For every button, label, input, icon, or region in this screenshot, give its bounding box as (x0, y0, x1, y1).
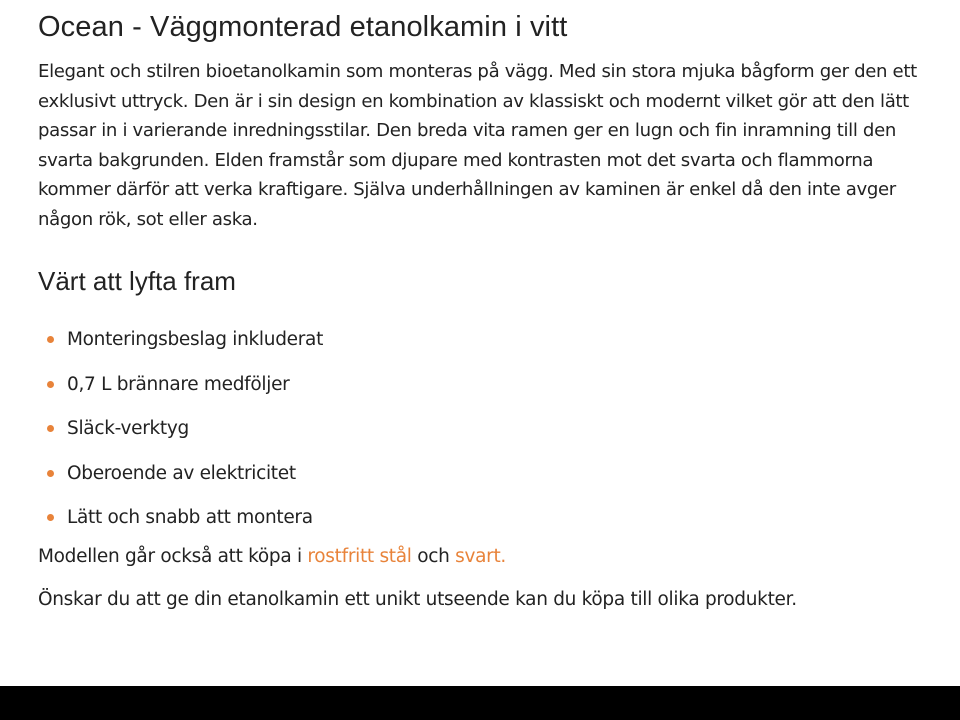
black-variant-link[interactable]: svart. (455, 546, 506, 567)
description-line: kommer därför att verka kraftigare. Själva underhållningen av kaminen är enkel då den inte avger (38, 179, 896, 200)
stainless-steel-link[interactable]: rostfritt stål (307, 546, 412, 567)
description-line: exklusivt uttryck. Den är i sin design en kombination av klassiskt och modernt vilket gör att den lätt (38, 90, 909, 112)
list-item-label: Monteringsbeslag inkluderat (67, 329, 324, 350)
list-item-label: Oberoende av elektricitet (67, 462, 296, 484)
list-item (38, 326, 323, 371)
product-content (38, 0, 958, 610)
variants-middle: och (411, 546, 456, 567)
description-line: någon rök, sot eller aska. (38, 208, 258, 230)
bullet-dot-icon (47, 381, 54, 388)
bottom-bar (0, 686, 960, 720)
accessories-text: Önskar du att ge din etanolkamin ett unikt utseende kan du köpa till olika produkter. (38, 589, 797, 610)
list-item (38, 460, 323, 505)
variants-text (38, 543, 506, 571)
list-item (38, 371, 323, 416)
page-title: Ocean - Väggmonterad etanolkamin i vitt (38, 11, 568, 43)
list-item (38, 504, 323, 549)
product-description (38, 57, 958, 234)
description-line: svarta bakgrunden. Elden framstår som djupare med kontrasten mot det svarta och flammorna (38, 149, 874, 171)
bullet-dot-icon (47, 336, 54, 343)
bullet-dot-icon (47, 514, 54, 521)
list-item-label: 0,7 L brännare medföljer (67, 373, 290, 395)
variants-prefix: Modellen går också att köpa i (38, 546, 308, 567)
list-item-label: Släck-verktyg (67, 418, 189, 439)
list-item-label: Lätt och snabb att montera (67, 507, 313, 528)
highlights-heading: Värt att lyfta fram (38, 266, 236, 296)
highlights-list (38, 326, 323, 549)
description-line: passar in i varierande inredningsstilar. Den breda vita ramen ger en lugn och fin inramning till den (38, 120, 896, 141)
list-item (38, 415, 323, 460)
bullet-dot-icon (47, 470, 54, 477)
description-line: Elegant och stilren bioetanolkamin som monteras på vägg. Med sin stora mjuka bågform ger den ett (38, 61, 917, 82)
bullet-dot-icon (47, 425, 54, 432)
